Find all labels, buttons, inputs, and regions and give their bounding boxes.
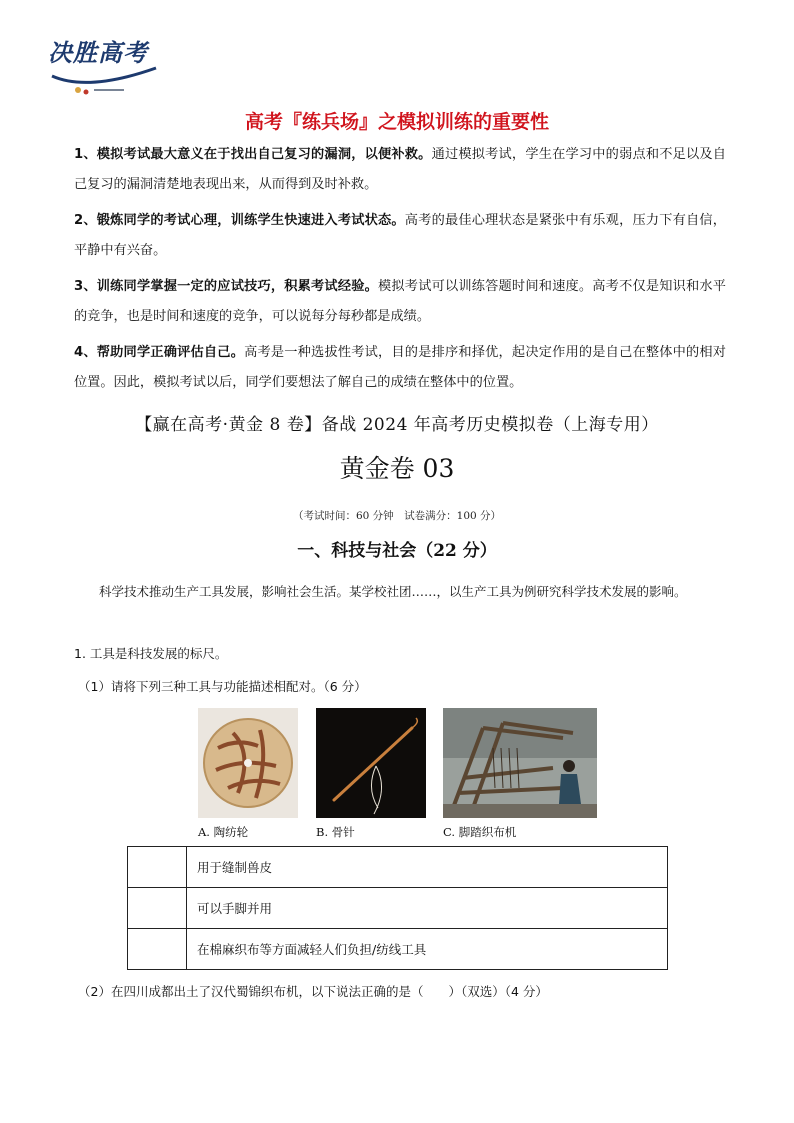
answer-cell[interactable] [128, 888, 187, 929]
intro-item-bold: 1、模拟考试最大意义在于找出自己复习的漏洞，以便补救。 [74, 147, 432, 162]
answer-cell[interactable] [128, 929, 187, 970]
caption-a: A. 陶纺轮 [198, 825, 249, 839]
bone-needle-photo-icon [316, 708, 426, 818]
exam-title: 【赢在高考·黄金 8 卷】备战 2024 年高考历史模拟卷（上海专用） [135, 415, 659, 435]
caption-c: C. 脚踏织布机 [443, 825, 517, 839]
section-heading: 一、科技与社会（22 分） [297, 541, 497, 561]
intro-item-bold: 3、训练同学掌握一定的应试技巧，积累考试经验。 [74, 279, 379, 294]
treadle-loom-photo-icon [443, 708, 597, 818]
intro-item-bold: 4、帮助同学正确评估自己。 [74, 345, 245, 360]
answer-cell[interactable] [128, 847, 187, 888]
section-lead: 科学技术推动生产工具发展，影响社会生活。某学校社团……，以生产工具为例研究科学技术发展的影响。 [99, 584, 687, 599]
description-cell: 在棉麻织布等方面减轻人们负担/纺线工具 [187, 929, 668, 970]
logo-text: 决胜高考 [48, 39, 148, 67]
matching-table [127, 846, 668, 970]
table-row [128, 929, 668, 970]
intro-item-text: 高考是一种选拔性考试，目的是排序和择优，起决定作用的是自己在整体中的相对位置。因此，模拟考试以后，同学们要想法了解自己的成绩在整体中的位置。 [74, 345, 726, 390]
intro-item-text: 通过模拟考试，学生在学习中的弱点和不足以及自己复习的漏洞清楚地表现出来，从而得到及时补救。 [74, 147, 726, 192]
exam-subtitle: 黄金卷 03 [339, 454, 455, 483]
table-row [128, 847, 668, 888]
intro-item-1 [74, 140, 726, 200]
description-cell: 用于缝制兽皮 [187, 847, 668, 888]
question-1-1: （1）请将下列三种工具与功能描述相配对。（6 分） [78, 679, 367, 694]
intro-item-2 [74, 206, 726, 266]
intro-item-text: 高考的最佳心理状态是紧张中有乐观，压力下有自信，平静中有兴奋。 [74, 213, 726, 258]
caption-b: B. 骨针 [316, 825, 355, 839]
spindle-whorl-photo-icon [198, 708, 298, 818]
intro-item-3 [74, 272, 726, 332]
table-row [128, 888, 668, 929]
intro-item-bold: 2、锻炼同学的考试心理，训练学生快速进入考试状态。 [74, 213, 405, 228]
intro-item-4 [74, 338, 726, 398]
exam-info: （考试时间：60 分钟 试卷满分：100 分） [292, 510, 502, 522]
logo [48, 38, 160, 100]
page-title: 高考『练兵场』之模拟训练的重要性 [244, 111, 549, 133]
question-1-2: （2）在四川成都出土了汉代蜀锦织布机，以下说法正确的是（ ）（双选）（4 分） [78, 984, 548, 999]
description-cell: 可以手脚并用 [187, 888, 668, 929]
intro-list [74, 140, 726, 404]
question-1: 1. 工具是科技发展的标尺。 [74, 646, 228, 661]
intro-item-text: 模拟考试可以训练答题时间和速度。高考不仅是知识和水平的竞争，也是时间和速度的竞争，可以说每分每秒都是成绩。 [74, 279, 726, 324]
logo-swoosh-icon [48, 62, 160, 102]
